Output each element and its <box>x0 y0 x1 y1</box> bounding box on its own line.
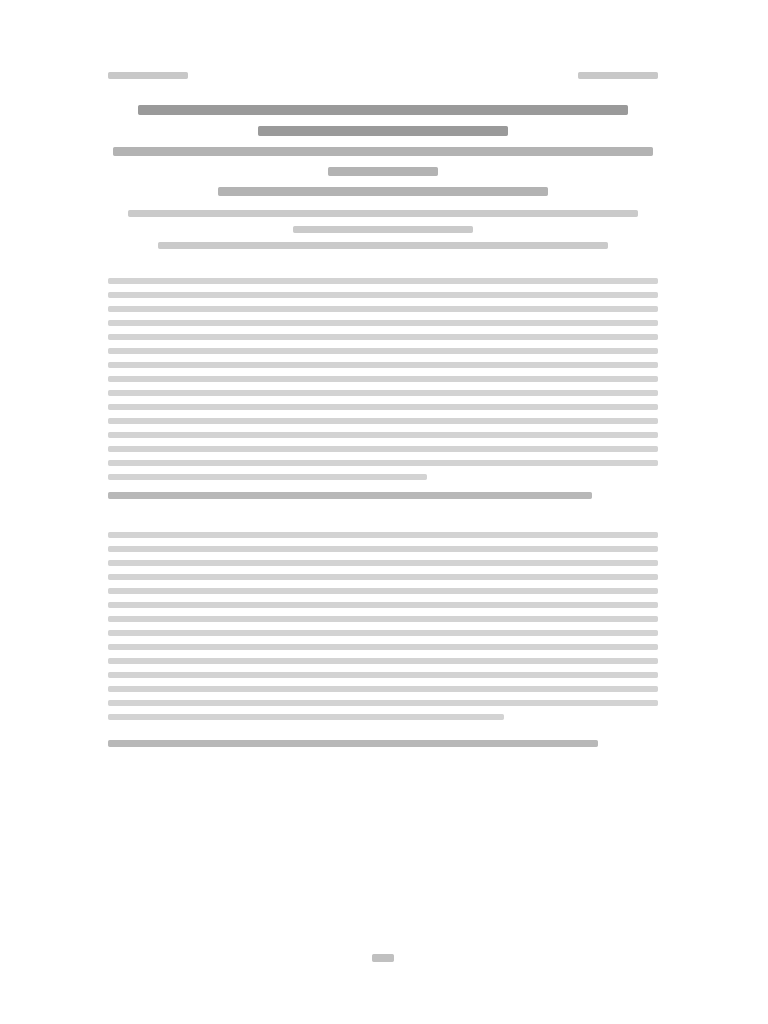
email-line <box>158 242 608 249</box>
abstract-indonesian-line <box>108 714 504 720</box>
keywords-english <box>108 492 658 507</box>
abstract-indonesian-line <box>108 560 658 566</box>
running-header <box>108 68 658 82</box>
keywords-indonesian <box>108 740 658 755</box>
abstract-english-line <box>108 320 658 326</box>
authors-line <box>218 187 548 196</box>
abstract-indonesian-line <box>108 546 658 552</box>
affiliation-line <box>293 226 473 233</box>
abstract-english-line <box>108 418 658 424</box>
keywords-indonesian-line <box>108 740 598 747</box>
abstract-english-line <box>108 334 658 340</box>
abstract-indonesian-line <box>108 686 658 692</box>
abstract-indonesian-line <box>108 672 658 678</box>
abstract-indonesian <box>108 532 658 728</box>
abstract-indonesian-line <box>108 700 658 706</box>
page-number <box>372 954 394 962</box>
abstract-english-line <box>108 278 658 284</box>
abstract-indonesian-line <box>108 616 658 622</box>
title-line <box>258 126 508 136</box>
subtitle-line <box>328 167 438 176</box>
abstract-english-line <box>108 460 658 466</box>
abstract-english-line <box>108 306 658 312</box>
abstract-indonesian-line <box>108 532 658 538</box>
abstract-indonesian-line <box>108 588 658 594</box>
abstract-english-line <box>108 446 658 452</box>
abstract-english-line <box>108 292 658 298</box>
abstract-indonesian-line <box>108 644 658 650</box>
title-block <box>108 105 658 258</box>
keywords-english-line <box>108 492 592 499</box>
abstract-indonesian-line <box>108 574 658 580</box>
running-header-left <box>108 72 188 79</box>
abstract-english-line <box>108 376 658 382</box>
abstract-english-line <box>108 404 658 410</box>
subtitle-line <box>113 147 653 156</box>
abstract-english-line <box>108 362 658 368</box>
abstract-english-line <box>108 390 658 396</box>
abstract-english <box>108 278 658 488</box>
abstract-indonesian-line <box>108 630 658 636</box>
abstract-english-line <box>108 474 427 480</box>
affiliation-line <box>128 210 638 217</box>
abstract-english-line <box>108 348 658 354</box>
abstract-english-line <box>108 432 658 438</box>
running-header-right <box>578 72 658 79</box>
title-line <box>138 105 628 115</box>
abstract-indonesian-line <box>108 658 658 664</box>
abstract-indonesian-line <box>108 602 658 608</box>
